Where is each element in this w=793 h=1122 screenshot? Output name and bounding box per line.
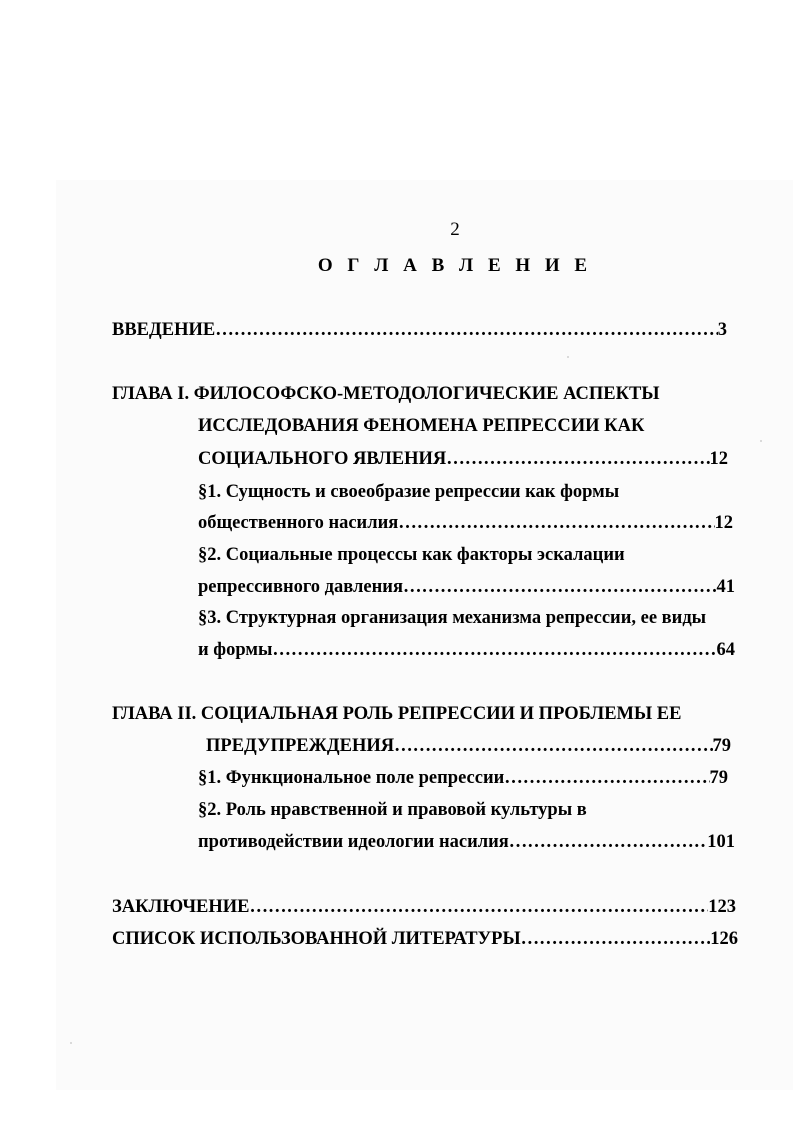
section-2-2-line-1: §2. Роль нравственной и правовой культуры в: [198, 800, 587, 820]
toc-page-number: 41: [716, 577, 735, 597]
toc-entry-section-1-2: [198, 576, 735, 598]
toc-page-number: 126: [710, 929, 738, 949]
toc-entry-text: §1. Функциональное поле репрессии: [198, 768, 505, 788]
toc-entry-section-1-1: [198, 512, 733, 534]
dot-leader: [521, 928, 711, 950]
toc-page-number: 79: [712, 736, 731, 756]
scan-speck: [70, 1042, 72, 1044]
dot-leader: [446, 448, 709, 470]
toc-entry-section-1-3: [198, 639, 735, 661]
section-1-2-line-1: §2. Социальные процессы как факторы эскалации: [198, 545, 625, 565]
toc-entry-chapter-1: [198, 448, 728, 470]
toc-entry-conclusion: [112, 896, 736, 918]
toc-entry-text: СПИСОК ИСПОЛЬЗОВАННОЙ ЛИТЕРАТУРЫ: [112, 929, 521, 949]
toc-entry-text: ВВЕДЕНИЕ: [112, 320, 216, 340]
toc-entry-intro: [112, 319, 727, 341]
dot-leader: [272, 639, 716, 661]
toc-entry-section-2-2: [198, 831, 735, 853]
dot-leader: [250, 896, 709, 918]
dot-leader: [398, 512, 714, 534]
toc-entry-chapter-2: [206, 735, 731, 757]
scan-speck: [567, 356, 569, 358]
toc-entry-text: ЗАКЛЮЧЕНИЕ: [112, 897, 250, 917]
toc-page-number: 12: [714, 513, 733, 533]
toc-page-number: 64: [716, 640, 735, 660]
section-1-3-line-1: §3. Структурная организация механизма репрессии, ее виды: [198, 608, 707, 628]
toc-page-number: 101: [707, 832, 735, 852]
toc-entry-text: репрессивного давления: [198, 577, 403, 597]
toc-entry-bibliography: [112, 928, 738, 950]
page-number: 2: [450, 219, 460, 240]
dot-leader: [394, 735, 712, 757]
dot-leader: [504, 767, 709, 789]
dot-leader: [509, 831, 707, 853]
scan-background: [56, 180, 793, 1090]
section-1-1-line-1: §1. Сущность и своеобразие репрессии как формы: [198, 482, 620, 502]
toc-entry-text: ПРЕДУПРЕЖДЕНИЯ: [206, 736, 395, 756]
toc-entry-section-2-1: [198, 767, 728, 789]
chapter-1-heading-line-1: ГЛАВА I. ФИЛОСОФСКО-МЕТОДОЛОГИЧЕСКИЕ АСПЕКТЫ: [112, 384, 660, 404]
toc-page-number: 12: [709, 449, 728, 469]
toc-page-number: 3: [717, 320, 727, 340]
scan-speck: [760, 440, 762, 442]
toc-entry-text: общественного насилия: [198, 513, 399, 533]
toc-page-number: 123: [708, 897, 736, 917]
dot-leader: [215, 319, 718, 341]
dot-leader: [403, 576, 717, 598]
toc-page-number: 79: [709, 768, 728, 788]
chapter-1-heading-line-2: ИССЛЕДОВАНИЯ ФЕНОМЕНА РЕПРЕССИИ КАК: [198, 416, 645, 436]
chapter-2-heading-line-1: ГЛАВА II. СОЦИАЛЬНАЯ РОЛЬ РЕПРЕССИИ И ПРОБЛЕМЫ ЕЕ: [112, 704, 682, 724]
toc-title: О Г Л А В Л Е Н И Е: [317, 255, 593, 276]
toc-entry-text: противодействии идеологии насилия: [198, 832, 509, 852]
toc-entry-text: СОЦИАЛЬНОГО ЯВЛЕНИЯ: [198, 449, 447, 469]
toc-entry-text: и формы: [198, 640, 273, 660]
